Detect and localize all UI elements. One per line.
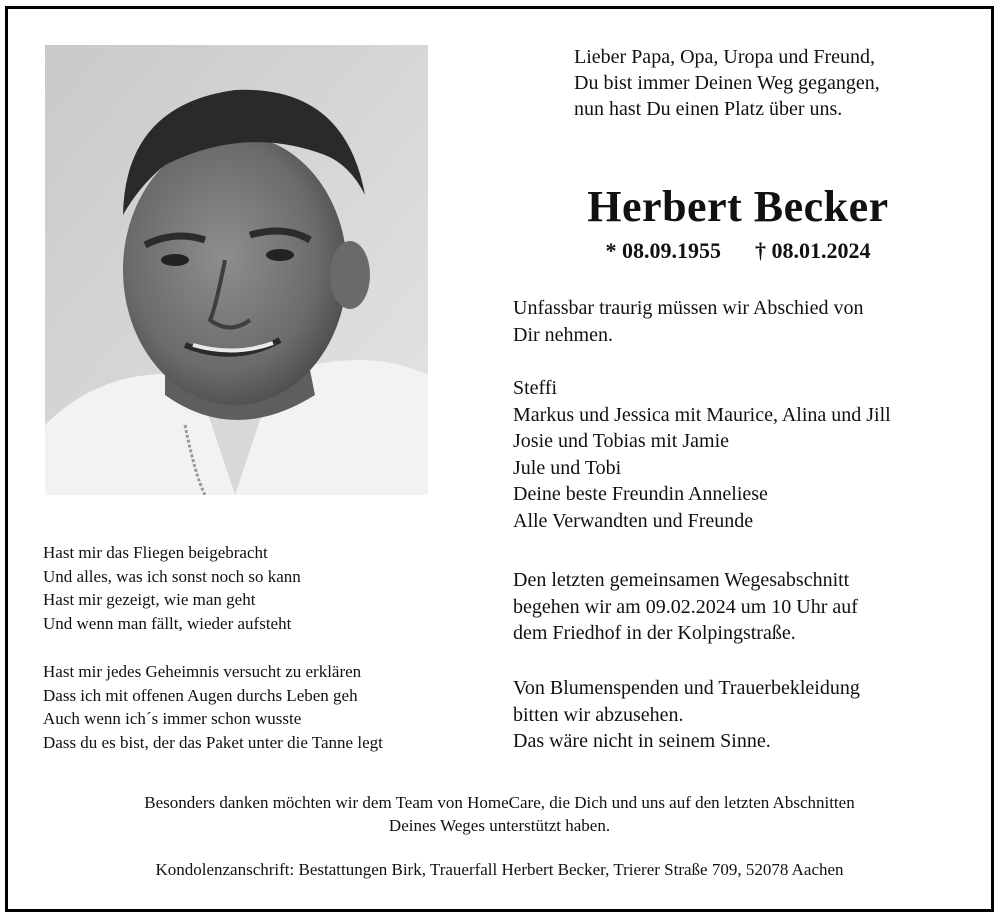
mourner-line: Markus und Jessica mit Maurice, Alina und Jill bbox=[513, 403, 891, 426]
farewell-line: Dir nehmen. bbox=[513, 323, 613, 346]
farewell-line: Unfassbar traurig müssen wir Abschied von bbox=[513, 297, 864, 319]
deceased-name: Herbert Becker bbox=[587, 182, 889, 231]
condolence-address: Kondolenzanschrift: Bestattungen Birk, Trauerfall Herbert Becker, Trierer Straße 709, 52078 Aachen bbox=[155, 860, 844, 879]
motto-line: Lieber Papa, Opa, Uropa und Freund, bbox=[574, 46, 876, 68]
birth-date: * 08.09.1955 bbox=[605, 238, 721, 263]
ceremony-line: begehen wir am 09.02.2024 um 10 Uhr auf bbox=[513, 595, 858, 618]
poem-stanza-1 bbox=[43, 541, 301, 635]
mourner-line: Alle Verwandten und Freunde bbox=[513, 509, 754, 532]
mourner-line: Steffi bbox=[513, 377, 558, 399]
flowers-text bbox=[513, 675, 860, 755]
farewell-text bbox=[513, 295, 864, 348]
mourners-list bbox=[513, 375, 891, 534]
poem-line: Hast mir gezeigt, wie man geht bbox=[43, 590, 256, 609]
thanks-note bbox=[8, 791, 991, 837]
poem-line: Und alles, was ich sonst noch so kann bbox=[43, 566, 301, 586]
portrait-photo bbox=[45, 45, 428, 495]
life-dates bbox=[528, 238, 948, 264]
poem-line: Auch wenn ich´s immer schon wusste bbox=[43, 709, 302, 728]
motto-verse bbox=[574, 44, 974, 122]
poem-stanza-2 bbox=[43, 660, 383, 754]
motto-line: nun hast Du einen Platz über uns. bbox=[574, 98, 843, 120]
thanks-line: Besonders danken möchten wir dem Team von HomeCare, die Dich und uns auf den letzten Abschnitten bbox=[144, 793, 855, 812]
ceremony-text bbox=[513, 567, 858, 647]
death-date: † 08.01.2024 bbox=[755, 238, 871, 263]
mourner-line: Josie und Tobias mit Jamie bbox=[513, 430, 729, 452]
obituary-notice bbox=[5, 6, 994, 912]
ceremony-line: Den letzten gemeinsamen Wegesabschnitt bbox=[513, 569, 850, 591]
mourner-line: Deine beste Freundin Anneliese bbox=[513, 483, 768, 505]
poem-line: Dass ich mit offenen Augen durchs Leben geh bbox=[43, 685, 358, 705]
ceremony-line: dem Friedhof in der Kolpingstraße. bbox=[513, 622, 796, 644]
mourner-line: Jule und Tobi bbox=[513, 456, 622, 479]
poem-line: Hast mir jedes Geheimnis versucht zu erklären bbox=[43, 662, 362, 681]
poem-line: Und wenn man fällt, wieder aufsteht bbox=[43, 613, 292, 633]
poem-line: Dass du es bist, der das Paket unter die Tanne legt bbox=[43, 732, 383, 752]
thanks-line: Deines Weges unterstützt haben. bbox=[388, 816, 611, 835]
flowers-line: Das wäre nicht in seinem Sinne. bbox=[513, 730, 771, 752]
flowers-line: Von Blumenspenden und Trauerbekleidung bbox=[513, 677, 860, 699]
poem-line: Hast mir das Fliegen beigebracht bbox=[43, 543, 268, 562]
motto-line: Du bist immer Deinen Weg gegangen, bbox=[574, 72, 880, 94]
flowers-line: bitten wir abzusehen. bbox=[513, 703, 684, 726]
